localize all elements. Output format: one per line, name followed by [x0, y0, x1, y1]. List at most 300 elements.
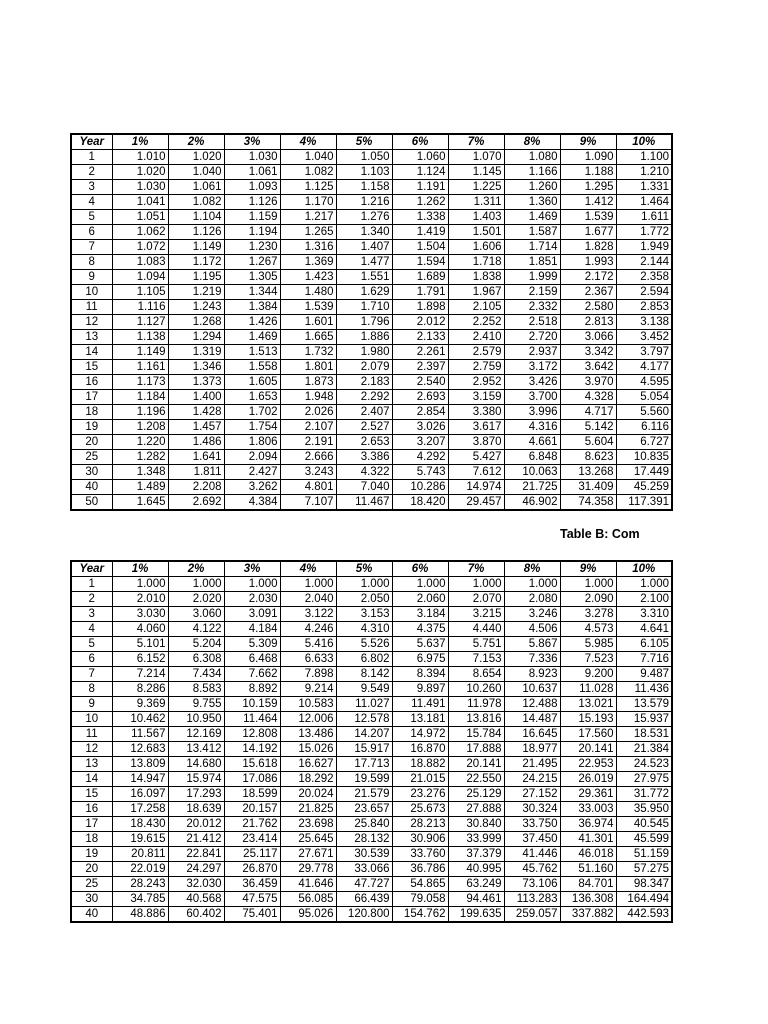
value-cell: 3.246 [504, 607, 560, 622]
value-cell: 75.401 [224, 907, 280, 923]
year-cell: 16 [71, 375, 112, 390]
value-cell: 1.172 [168, 255, 224, 270]
year-cell: 50 [71, 495, 112, 511]
value-cell: 1.898 [392, 300, 448, 315]
value-cell: 9.897 [392, 682, 448, 697]
year-cell: 17 [71, 390, 112, 405]
value-cell: 1.653 [224, 390, 280, 405]
table-caption: Table B: Com [560, 527, 640, 541]
value-cell: 1.319 [168, 345, 224, 360]
value-cell: 8.583 [168, 682, 224, 697]
value-cell: 4.292 [392, 450, 448, 465]
value-cell: 29.361 [560, 787, 616, 802]
year-cell: 5 [71, 637, 112, 652]
value-cell: 1.072 [112, 240, 168, 255]
value-cell: 2.410 [448, 330, 504, 345]
value-cell: 18.977 [504, 742, 560, 757]
value-cell: 1.216 [336, 195, 392, 210]
value-cell: 4.641 [616, 622, 672, 637]
header-rate: 6% [392, 561, 448, 577]
value-cell: 1.124 [392, 165, 448, 180]
value-cell: 1.100 [616, 150, 672, 165]
value-cell: 18.420 [392, 495, 448, 511]
value-cell: 1.428 [168, 405, 224, 420]
value-cell: 8.892 [224, 682, 280, 697]
value-cell: 1.093 [224, 180, 280, 195]
value-cell: 48.886 [112, 907, 168, 923]
value-cell: 9.487 [616, 667, 672, 682]
value-cell: 2.060 [392, 592, 448, 607]
header-rate: 4% [280, 561, 336, 577]
value-cell: 25.129 [448, 787, 504, 802]
value-cell: 26.019 [560, 772, 616, 787]
table-row [71, 727, 672, 742]
value-cell: 23.657 [336, 802, 392, 817]
year-cell: 13 [71, 757, 112, 772]
value-cell: 1.000 [112, 577, 168, 592]
value-cell: 2.594 [616, 285, 672, 300]
value-cell: 1.220 [112, 435, 168, 450]
value-cell: 23.414 [224, 832, 280, 847]
value-cell: 13.412 [168, 742, 224, 757]
value-cell: 1.210 [616, 165, 672, 180]
table-row [71, 435, 672, 450]
value-cell: 4.440 [448, 622, 504, 637]
value-cell: 1.967 [448, 285, 504, 300]
value-cell: 1.606 [448, 240, 504, 255]
value-cell: 1.338 [392, 210, 448, 225]
value-cell: 27.888 [448, 802, 504, 817]
value-cell: 2.367 [560, 285, 616, 300]
value-cell: 7.107 [280, 495, 336, 511]
value-cell: 1.980 [336, 345, 392, 360]
value-cell: 1.060 [392, 150, 448, 165]
header-rate: 4% [280, 134, 336, 150]
value-cell: 21.579 [336, 787, 392, 802]
value-cell: 1.282 [112, 450, 168, 465]
value-cell: 4.506 [504, 622, 560, 637]
value-cell: 47.575 [224, 892, 280, 907]
header-rate: 2% [168, 561, 224, 577]
header-rate: 5% [336, 134, 392, 150]
value-cell: 13.268 [560, 465, 616, 480]
value-cell: 6.152 [112, 652, 168, 667]
value-cell: 14.947 [112, 772, 168, 787]
value-cell: 4.573 [560, 622, 616, 637]
value-cell: 1.061 [224, 165, 280, 180]
year-cell: 9 [71, 270, 112, 285]
value-cell: 4.328 [560, 390, 616, 405]
value-cell: 27.152 [504, 787, 560, 802]
value-cell: 4.177 [616, 360, 672, 375]
value-cell: 19.615 [112, 832, 168, 847]
year-cell: 25 [71, 450, 112, 465]
value-cell: 24.523 [616, 757, 672, 772]
year-cell: 4 [71, 195, 112, 210]
value-cell: 1.149 [168, 240, 224, 255]
value-cell: 1.126 [224, 195, 280, 210]
value-cell: 33.003 [560, 802, 616, 817]
value-cell: 1.173 [112, 375, 168, 390]
table-row [71, 360, 672, 375]
value-cell: 4.246 [280, 622, 336, 637]
value-cell: 1.791 [392, 285, 448, 300]
value-cell: 1.477 [336, 255, 392, 270]
value-cell: 12.006 [280, 712, 336, 727]
value-cell: 2.693 [392, 390, 448, 405]
table-row [71, 195, 672, 210]
value-cell: 14.207 [336, 727, 392, 742]
value-cell: 1.772 [616, 225, 672, 240]
value-cell: 2.952 [448, 375, 504, 390]
value-cell: 2.937 [504, 345, 560, 360]
value-cell: 21.412 [168, 832, 224, 847]
value-cell: 10.286 [392, 480, 448, 495]
value-cell: 14.680 [168, 757, 224, 772]
value-cell: 1.041 [112, 195, 168, 210]
value-cell: 66.439 [336, 892, 392, 907]
value-cell: 1.265 [280, 225, 336, 240]
year-cell: 20 [71, 862, 112, 877]
value-cell: 11.467 [336, 495, 392, 511]
year-cell: 2 [71, 592, 112, 607]
value-cell: 1.161 [112, 360, 168, 375]
header-rate: 7% [448, 561, 504, 577]
table-row [71, 375, 672, 390]
value-cell: 2.358 [616, 270, 672, 285]
value-cell: 8.286 [112, 682, 168, 697]
value-cell: 7.336 [504, 652, 560, 667]
value-cell: 5.427 [448, 450, 504, 465]
year-cell: 1 [71, 577, 112, 592]
value-cell: 1.083 [112, 255, 168, 270]
value-cell: 3.030 [112, 607, 168, 622]
value-cell: 5.560 [616, 405, 672, 420]
year-cell: 19 [71, 847, 112, 862]
value-cell: 6.308 [168, 652, 224, 667]
value-cell: 1.641 [168, 450, 224, 465]
value-cell: 41.301 [560, 832, 616, 847]
value-cell: 22.550 [448, 772, 504, 787]
value-cell: 3.153 [336, 607, 392, 622]
value-cell: 1.710 [336, 300, 392, 315]
header-rate: 6% [392, 134, 448, 150]
value-cell: 8.142 [336, 667, 392, 682]
year-cell: 30 [71, 465, 112, 480]
value-cell: 12.808 [224, 727, 280, 742]
value-cell: 1.061 [168, 180, 224, 195]
value-cell: 3.066 [560, 330, 616, 345]
value-cell: 5.204 [168, 637, 224, 652]
year-cell: 30 [71, 892, 112, 907]
value-cell: 1.000 [280, 577, 336, 592]
value-cell: 33.066 [336, 862, 392, 877]
value-cell: 117.391 [616, 495, 672, 511]
value-cell: 10.835 [616, 450, 672, 465]
table-row [71, 390, 672, 405]
value-cell: 31.772 [616, 787, 672, 802]
value-cell: 28.132 [336, 832, 392, 847]
value-cell: 11.491 [392, 697, 448, 712]
year-cell: 9 [71, 697, 112, 712]
year-cell: 7 [71, 667, 112, 682]
value-cell: 1.993 [560, 255, 616, 270]
year-cell: 15 [71, 360, 112, 375]
value-cell: 2.261 [392, 345, 448, 360]
value-cell: 1.873 [280, 375, 336, 390]
table-row [71, 405, 672, 420]
value-cell: 1.217 [280, 210, 336, 225]
value-cell: 3.700 [504, 390, 560, 405]
value-cell: 21.825 [280, 802, 336, 817]
value-cell: 1.000 [504, 577, 560, 592]
value-cell: 2.540 [392, 375, 448, 390]
value-cell: 10.950 [168, 712, 224, 727]
value-cell: 22.953 [560, 757, 616, 772]
value-cell: 10.063 [504, 465, 560, 480]
value-cell: 1.225 [448, 180, 504, 195]
value-cell: 1.851 [504, 255, 560, 270]
value-cell: 3.060 [168, 607, 224, 622]
value-cell: 1.457 [168, 420, 224, 435]
header-rate: 9% [560, 134, 616, 150]
value-cell: 27.671 [280, 847, 336, 862]
value-cell: 1.105 [112, 285, 168, 300]
value-cell: 84.701 [560, 877, 616, 892]
value-cell: 1.400 [168, 390, 224, 405]
value-cell: 20.024 [280, 787, 336, 802]
value-cell: 3.870 [448, 435, 504, 450]
value-cell: 13.809 [112, 757, 168, 772]
value-cell: 1.262 [392, 195, 448, 210]
value-cell: 15.618 [224, 757, 280, 772]
value-cell: 7.612 [448, 465, 504, 480]
value-cell: 1.311 [448, 195, 504, 210]
value-cell: 21.015 [392, 772, 448, 787]
value-cell: 1.170 [280, 195, 336, 210]
value-cell: 1.094 [112, 270, 168, 285]
value-cell: 1.732 [280, 345, 336, 360]
value-cell: 1.090 [560, 150, 616, 165]
value-cell: 9.369 [112, 697, 168, 712]
value-cell: 20.012 [168, 817, 224, 832]
value-cell: 35.950 [616, 802, 672, 817]
value-cell: 1.587 [504, 225, 560, 240]
value-cell: 1.166 [504, 165, 560, 180]
value-cell: 54.865 [392, 877, 448, 892]
value-cell: 3.310 [616, 607, 672, 622]
value-cell: 5.743 [392, 465, 448, 480]
value-cell: 3.262 [224, 480, 280, 495]
value-cell: 2.720 [504, 330, 560, 345]
value-cell: 113.283 [504, 892, 560, 907]
value-cell: 4.375 [392, 622, 448, 637]
table-row [71, 832, 672, 847]
value-cell: 3.970 [560, 375, 616, 390]
value-cell: 337.882 [560, 907, 616, 923]
value-cell: 22.019 [112, 862, 168, 877]
value-cell: 164.494 [616, 892, 672, 907]
value-cell: 2.080 [504, 592, 560, 607]
value-cell: 2.026 [280, 405, 336, 420]
value-cell: 3.122 [280, 607, 336, 622]
header-rate: 7% [448, 134, 504, 150]
value-cell: 1.611 [616, 210, 672, 225]
value-cell: 4.122 [168, 622, 224, 637]
value-cell: 12.169 [168, 727, 224, 742]
value-cell: 2.854 [392, 405, 448, 420]
table-row [71, 652, 672, 667]
value-cell: 16.870 [392, 742, 448, 757]
table-row [71, 622, 672, 637]
value-cell: 23.698 [280, 817, 336, 832]
table-header [71, 561, 672, 577]
value-cell: 36.974 [560, 817, 616, 832]
value-cell: 1.718 [448, 255, 504, 270]
value-cell: 1.316 [280, 240, 336, 255]
value-cell: 3.026 [392, 420, 448, 435]
value-cell: 37.450 [504, 832, 560, 847]
value-cell: 5.526 [336, 637, 392, 652]
table-row [71, 817, 672, 832]
value-cell: 1.714 [504, 240, 560, 255]
value-cell: 17.560 [560, 727, 616, 742]
value-cell: 3.215 [448, 607, 504, 622]
table-row [71, 637, 672, 652]
value-cell: 11.436 [616, 682, 672, 697]
value-cell: 199.635 [448, 907, 504, 923]
value-cell: 11.978 [448, 697, 504, 712]
value-cell: 2.653 [336, 435, 392, 450]
year-cell: 20 [71, 435, 112, 450]
value-cell: 2.666 [280, 450, 336, 465]
value-cell: 1.000 [168, 577, 224, 592]
value-cell: 25.840 [336, 817, 392, 832]
value-cell: 21.725 [504, 480, 560, 495]
value-cell: 3.386 [336, 450, 392, 465]
value-cell: 1.384 [224, 300, 280, 315]
year-cell: 4 [71, 622, 112, 637]
year-cell: 10 [71, 712, 112, 727]
value-cell: 136.308 [560, 892, 616, 907]
value-cell: 1.645 [112, 495, 168, 511]
value-cell: 12.488 [504, 697, 560, 712]
value-cell: 37.379 [448, 847, 504, 862]
value-cell: 2.579 [448, 345, 504, 360]
table-row [71, 210, 672, 225]
value-cell: 1.426 [224, 315, 280, 330]
table-row [71, 330, 672, 345]
value-cell: 4.717 [560, 405, 616, 420]
value-cell: 33.750 [504, 817, 560, 832]
value-cell: 2.692 [168, 495, 224, 511]
value-cell: 18.292 [280, 772, 336, 787]
value-cell: 5.604 [560, 435, 616, 450]
value-cell: 9.214 [280, 682, 336, 697]
value-cell: 1.539 [280, 300, 336, 315]
value-cell: 6.975 [392, 652, 448, 667]
value-cell: 16.627 [280, 757, 336, 772]
value-cell: 51.159 [616, 847, 672, 862]
header-rate: 3% [224, 134, 280, 150]
value-cell: 2.172 [560, 270, 616, 285]
value-cell: 4.322 [336, 465, 392, 480]
value-cell: 1.486 [168, 435, 224, 450]
value-cell: 2.133 [392, 330, 448, 345]
value-cell: 2.518 [504, 315, 560, 330]
value-cell: 2.107 [280, 420, 336, 435]
value-cell: 2.094 [224, 450, 280, 465]
value-cell: 15.193 [560, 712, 616, 727]
table-row [71, 772, 672, 787]
value-cell: 1.208 [112, 420, 168, 435]
value-cell: 1.126 [168, 225, 224, 240]
value-cell: 2.407 [336, 405, 392, 420]
value-cell: 1.040 [280, 150, 336, 165]
value-cell: 3.426 [504, 375, 560, 390]
value-cell: 3.091 [224, 607, 280, 622]
value-cell: 1.403 [448, 210, 504, 225]
table-row [71, 165, 672, 180]
value-cell: 1.145 [448, 165, 504, 180]
value-cell: 1.539 [560, 210, 616, 225]
value-cell: 1.082 [168, 195, 224, 210]
value-cell: 4.060 [112, 622, 168, 637]
value-cell: 1.702 [224, 405, 280, 420]
value-cell: 1.801 [280, 360, 336, 375]
value-cell: 1.062 [112, 225, 168, 240]
value-cell: 36.786 [392, 862, 448, 877]
value-cell: 25.673 [392, 802, 448, 817]
value-cell: 1.838 [448, 270, 504, 285]
value-cell: 3.172 [504, 360, 560, 375]
value-cell: 3.642 [560, 360, 616, 375]
value-cell: 1.030 [224, 150, 280, 165]
value-cell: 10.462 [112, 712, 168, 727]
value-cell: 17.713 [336, 757, 392, 772]
value-cell: 33.760 [392, 847, 448, 862]
value-cell: 2.397 [392, 360, 448, 375]
value-cell: 7.040 [336, 480, 392, 495]
value-cell: 5.751 [448, 637, 504, 652]
table-row [71, 420, 672, 435]
value-cell: 41.646 [280, 877, 336, 892]
value-cell: 11.567 [112, 727, 168, 742]
value-cell: 29.457 [448, 495, 504, 511]
annuity-value-table [70, 560, 673, 923]
table-row [71, 682, 672, 697]
value-cell: 2.079 [336, 360, 392, 375]
value-cell: 79.058 [392, 892, 448, 907]
value-cell: 1.125 [280, 180, 336, 195]
value-cell: 1.188 [560, 165, 616, 180]
value-cell: 1.149 [112, 345, 168, 360]
year-cell: 40 [71, 480, 112, 495]
value-cell: 2.144 [616, 255, 672, 270]
value-cell: 1.260 [504, 180, 560, 195]
value-cell: 2.040 [280, 592, 336, 607]
year-cell: 18 [71, 405, 112, 420]
value-cell: 7.153 [448, 652, 504, 667]
table-row [71, 607, 672, 622]
header-year: Year [71, 134, 112, 150]
year-cell: 2 [71, 165, 112, 180]
header-rate: 8% [504, 561, 560, 577]
value-cell: 3.207 [392, 435, 448, 450]
value-cell: 15.026 [280, 742, 336, 757]
value-cell: 30.906 [392, 832, 448, 847]
value-cell: 2.853 [616, 300, 672, 315]
